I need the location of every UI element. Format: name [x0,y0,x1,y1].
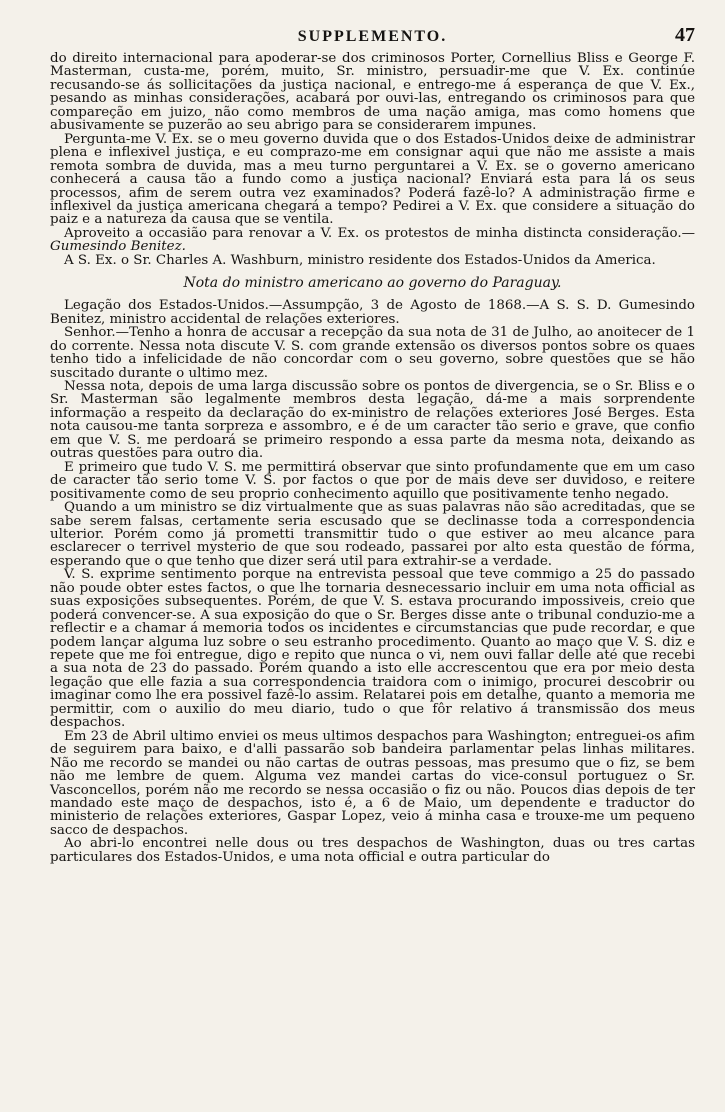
article-body [50,52,695,864]
signature: —Gumesindo Benitez. [50,225,695,255]
running-head [50,24,695,50]
paragraph: Nessa nota, depois de uma larga discussão sobre os pontos de divergencia, se o Sr. Bliss e o Sr. Masterman são legalmente membros desta legação, dá-me a mais sorprendente informação a respeito da declaração do ex-ministro de relações exteriores José Berges. Esta nota causou-me tanta sorpreza e assombro, e é de um caracter tão serio e grave, que confio em que V. S. me perdoará se primeiro respondo a essa parte da mesma nota, deixando as outras questões para outro dia. [50,378,695,462]
page-title: SUPPLEMENTO. [297,28,448,45]
paragraph: E primeiro que tudo V. S. me permittirá observar que sinto profundamente que em um caso de caracter tão serio tome V. S. por factos o que por de mais deve ser duvidoso, e reitere positivamente como de seu proprio conhecimento aquillo que positivamente tenho negado. [50,459,695,502]
paragraph: Legação dos Estados-Unidos.—Assumpção, 3 de Agosto de 1868.—A S. S. D. Gumesindo Benitez, ministro accidental de relações exteriores. [50,298,695,327]
page-number: 47 [675,24,695,46]
paragraph: Quando a um ministro se diz virtualmente que as suas palavras não são acreditadas, que se sabe serem falsas, certamente seria escusado que se declinasse toda a correspondencia ulterior. Porém como já prometti transmittir tudo o que estiver ao meu alcance para esclarecer o terrivel mysterio de que sou rodeado, passarei por alto esta questão de fórma, esperando que o que tenho que dizer será util para extrahir-se a verdade. [50,500,695,569]
closing-text: Aproveito a occasião para renovar a V. Ex. os protestos de minha distincta consideração. [64,225,682,241]
paragraph: Pergunta-me V. Ex. se o meu governo duvida que o dos Estados-Unidos deixe de administrar plena e inflexivel justiça, e eu comprazo-me em consignar aqui que não me assiste a mais remota sombra de duvida, mas a meu turno perguntarei a V. Ex. se o governo americano conhecerá a causa tão a fundo como a justiça nacional? Enviará esta para lá os seus processos, afim de serem outra vez examinados? Poderá fazê-lo? A administração firme e inflexivel da justiça americana chegará a tempo? Pedirei a V. Ex. que considere a situação do paiz e a natureza da causa que se ventila. [50,131,695,228]
paragraph: Senhor.—Tenho a honra de accusar a recepção da sua nota de 31 de Julho, ao anoitecer de 1 do corrente. Nessa nota discute V. S. com grande extensão os diversos pontos sobre os quaes tenho tido a infelicidade de não concordar com o seu governo, sobre questões que se hão suscitado durante o ultimo mez. [50,325,695,381]
paragraph: V. S. exprime sentimento porque na entrevista pessoal que teve commigo a 25 do passado não poude obter estes factos, o que lhe tornaria desnecessario incluir em uma nota official as suas exposições subsequentes. Porém, de que V. S. estava procurando impossiveis, creio que poderá convencer-se. A sua exposição do que o Sr. Berges disse ante o tribunal conduzio-me a reflectir e a chamar á memoria todos os incidentes e circumstancias que pude recordar, e que podem lançar alguma luz sobre o seu estranho procedimento. Quanto ao maço que V. S. diz e repete que me foi entregue, digo e repito que nunca o vi, nem ouvi fallar delle até que recebi a sua nota de 23 do passado. Porém quando a isto elle accrescentou que era por meio desta legação que elle fazia a sua correspondencia traidora com o inimigo, procurei descobrir ou imaginar como lhe era possivel fazê-lo assim. Relatarei pois em detalhe, quanto a memoria me permittir, com o auxilio do meu diario, tudo o que fôr relativo á transmissão dos meus despachos. [50,567,695,731]
section-title: Nota do ministro americano ao governo do Paraguay. [183,275,562,292]
paragraph: Ao abri-lo encontrei nelle dous ou tres despachos de Washington, duas ou tres cartas particulares dos Estados-Unidos, e uma nota official e outra particular do [50,836,695,865]
paragraph: Em 23 de Abril ultimo enviei os meus ultimos despachos para Washington; entreguei-os afim de seguirem para baixo, e d'alli passarão sob bandeira parlamentar pelas linhas militares. Não me recordo se mandei ou não cartas de outras pessoas, mas presumo que o fiz, se bem não me lembre de quem. Alguma vez mandei cartas do vice-consul portuguez o Sr. Vasconcellos, porém não me recordo se nessa occasião o fiz ou não. Poucos dias depois de ter mandado este maço de despachos, isto é, a 6 de Maio, um dependente e traductor do ministerio de relações exteriores, Gaspar Lopez, veio á minha casa e trouxe-me um pequeno sacco de despachos. [50,728,695,838]
paragraph: do direito internacional para apoderar-se dos criminosos Porter, Cornellius Bliss e George F. Masterman, custa-me, porém, muito, Sr. ministro, persuadir-me que V. Ex. continúe recusando-se ás sollicitações da justiça nacional, e entrego-me á esperança de que V. Ex., pesando as minhas considerações, acabará por ouvi-las, entregando os criminosos para que compareção em juizo, não como membros de uma nação amiga, mas como homens que abusivamente se puzerão ao seu abrigo para se considerarem impunes. [50,51,695,134]
paragraph: A S. Ex. o Sr. Charles A. Washburn, ministro residente dos Estados-Unidos da America. [64,252,656,268]
paragraph-with-signature [50,227,695,254]
